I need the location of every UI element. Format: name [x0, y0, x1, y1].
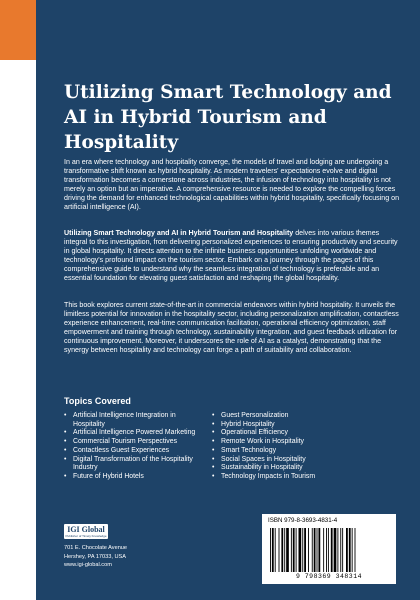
description-paragraph-1: In an era where technology and hospitality converge, the models of travel and lodging are undergoing a transformative shift known as hybrid hospitality. As modern travelers' expectations evolve and digital transformation becomes a cornerstone across industries, the infusion of technology into hospitality is not merely an option but an imperative. A comprehensive resource is needed to explore the compelling forces driving the demand for enhanced technological capabilities within hybrid hospitality, specifically focusing on artificial intelligence (AI). [64, 158, 400, 211]
topic-item: • Digital Transformation of the Hospitality Industry [64, 456, 204, 473]
isbn-number: ISBN 979-8-3693-4831-4 [268, 517, 338, 524]
address-line-2: Hershey, PA 17033, USA [64, 553, 126, 560]
topic-item: • Artificial Intelligence Integration in Hospitality [64, 412, 204, 429]
topic-item: • Smart Technology [212, 447, 362, 456]
description-paragraph-2 [64, 229, 400, 282]
description-paragraph-3: This book explores current state-of-the-art in commercial endeavors within hybrid hospitality. It unveils the limitless potential for innovation in the hospitality sector, including personalization amplification, contactless experience enhancement, real-time communication facilitation, operational efficiency optimization, staff empowerment and training through technology, sustainability integration, and guest feedback utilization for continuous improvement. Moreover, it underscores the role of AI as a catalyst, demonstrating that the synergy between hospitality and technology can forge a path of suitability and collaboration. [64, 301, 399, 354]
publisher-address [64, 544, 127, 570]
publisher-logo-tagline: Publisher of Timely Knowledge [65, 533, 107, 538]
topics-heading: Topics Covered [64, 396, 131, 406]
topic-item: • Guest Personalization [212, 412, 362, 421]
publisher-website: www.igi-global.com [64, 562, 112, 568]
paragraph-2-bold-title: Utilizing Smart Technology and AI in Hybrid Tourism and Hospitality [64, 229, 294, 237]
topic-item: • Operational Efficiency [212, 429, 362, 438]
address-line-1: 701 E. Chocolate Avenue [64, 545, 128, 551]
publisher-logo-text: IGI Global [67, 525, 105, 534]
topics-list-right [212, 412, 362, 482]
topic-item: • Sustainability in Hospitality [212, 464, 362, 473]
barcode-icon [268, 528, 390, 572]
topics-list-left [64, 412, 204, 482]
topic-item: • Artificial Intelligence Powered Marketing [64, 429, 204, 438]
topic-item: • Commercial Tourism Perspectives [64, 438, 204, 447]
topic-item: • Future of Hybrid Hotels [64, 473, 204, 482]
publisher-logo [64, 524, 108, 539]
topic-item: • Technology Impacts in Tourism [212, 473, 362, 482]
barcode-digits: 9 798369 348314 [295, 573, 362, 580]
paragraph-2-text: delves into various themes integral to this investigation, from delivering personalized experiences to ensuring productivity and security in global hospitality. It directs attention to the infinite business opportunities unfolding worldwide and technology's profound impact on the tourism sector. Embark on a journey through the pages of this comprehensive guide to understand why the seamless integration of technology is preferable and an essential foundation for elevating guest satisfaction and reshaping the global hospitality. [64, 229, 398, 282]
topic-item: • Social Spaces in Hospitality [212, 456, 362, 465]
topic-item: • Contactless Guest Experiences [64, 447, 204, 456]
isbn-barcode [262, 514, 396, 584]
book-title: Utilizing Smart Technology and AI in Hybrid Tourism and Hospitality [64, 82, 392, 153]
topic-item: • Remote Work in Hospitality [212, 438, 362, 447]
topic-item: • Hybrid Hospitality [212, 421, 362, 430]
